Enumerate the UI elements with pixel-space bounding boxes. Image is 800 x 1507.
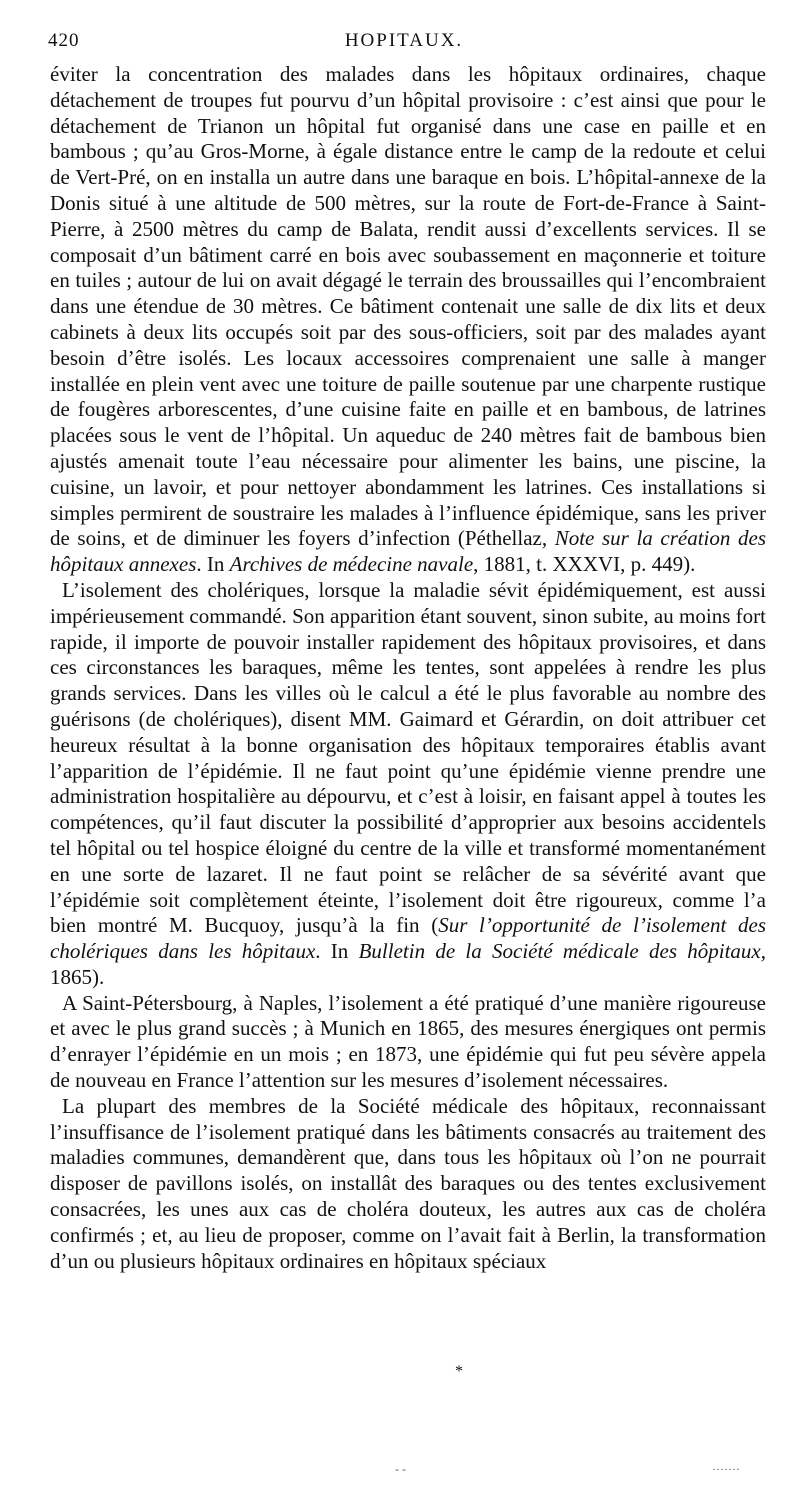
paragraph-2 bbox=[50, 578, 766, 991]
page-header bbox=[48, 30, 760, 60]
paragraph-2-citation-title: Sur l’opportunité de l’isolement des cholériques dans les hôpitaux bbox=[50, 913, 766, 964]
paragraph-2-text-b: . In bbox=[315, 939, 359, 964]
running-title: HOPITAUX. bbox=[344, 30, 464, 51]
bottom-mark-right: ······· bbox=[712, 1462, 740, 1476]
paragraph-1-text-b: . In bbox=[196, 552, 230, 577]
paragraph-1-citation-title: Note sur la création des hôpitaux annexes bbox=[50, 526, 766, 577]
bottom-mark-left: - - bbox=[395, 1462, 406, 1476]
paragraph-4-text: La plupart des membres de la Société médicale des hôpitaux, reconnaissant l’insuffisance de l’isolement pratiqué dans les bâtiments consacrés au traitement des maladies communes, demandèrent que, dans tous les hôpitaux où l’on ne pourrait disposer de pavillons isolés, on installât des baraques ou des tentes exclusivement consacrées, les unes aux cas de choléra douteux, les autres aux cas de choléra confirmés ; et, au lieu de proposer, comme on l’avait fait à Berlin, la transformation d’un ou plusieurs hôpitaux ordinaires en hôpitaux spéciaux bbox=[50, 1093, 766, 1273]
body-text bbox=[50, 62, 766, 1274]
paragraph-2-text-c: , 1865). bbox=[50, 939, 767, 989]
paragraph-3 bbox=[50, 991, 766, 1094]
paragraph-1 bbox=[50, 62, 766, 578]
paragraph-4 bbox=[50, 1094, 766, 1275]
paragraph-1-text-a: éviter la concentration des malades dans les hôpitaux ordinaires, chaque détachement de troupes fut pourvu d’un hôpital provisoire : c’est ainsi que pour le détachement de Trianon un hôpital fut organisé dans une case en paille et en bambous ; qu’au Gros-Morne, à égale distance entre le camp de la redoute et celui de Vert-Pré, on en installa un autre dans une baraque en bois. L’hôpital-annexe de la Donis situé à une altitude de 500 mètres, sur la route de Fort-de-France à Saint-Pierre, à 2500 mètres du camp de Balata, rendit aussi d’excellents services. Il se composait d’un bâtiment carré en bois avec soubassement en maçonnerie et toiture en tuiles ; autour de lui on avait dégagé le terrain des broussailles qui l’encombraient dans une étendue de 30 mètres. Ce bâtiment contenait une salle de dix lits et deux cabinets à deux lits occupés soit par des sous-officiers, soit par des malades ayant besoin d’être isolés. Les locaux accessoires comprenaient une salle à manger installée en plein vent avec une toiture de paille soutenue par une charpente rustique de fougères arborescentes, d’une cuisine faite en paille et en bambous, de latrines placées sous le vent de l’hôpital. Un aqueduc de 240 mètres fait de bambous bien ajustés amenait toute l’eau nécessaire pour alimenter les bains, une piscine, la cuisine, un lavoir, et pour nettoyer abondamment les latrines. Ces installations si simples permirent de soustraire les malades à l’influence épidémique, sans les priver de soins, et de diminuer les foyers d’infection (Péthellaz, bbox=[50, 62, 766, 551]
paragraph-1-journal-title: Archives de médecine navale bbox=[229, 552, 474, 577]
page-number: 420 bbox=[48, 30, 80, 51]
folio-mark: * bbox=[455, 1363, 463, 1380]
paragraph-2-journal-title: Bulletin de la Société médicale des hôpitaux bbox=[358, 939, 761, 964]
paragraph-2-text-a: L’isolement des cholériques, lorsque la maladie sévit épidémiquement, est aussi impérieusement commandé. Son apparition étant souvent, sinon subite, au moins fort rapide, il importe de pouvoir installer rapidement des hôpitaux provisoires, et dans ces circonstances les baraques, même les tentes, sont appelées à rendre les plus grands services. Dans les villes où le calcul a été le plus favorable au nombre des guérisons (de cholériques), disent MM. Gaimard et Gérardin, on doit attribuer cet heureux résultat à la bonne organisation des hôpitaux temporaires établis avant l’apparition de l’épidémie. Il ne faut point qu’une épidémie vienne prendre une administration hospitalière au dépourvu, et c’est à loisir, en faisant appel à toutes les compétences, qu’il faut discuter la possibilité d’approprier aux besoins accidentels tel hôpital ou tel hospice éloigné du centre de la ville et transformé momentanément en une sorte de lazaret. Il ne faut point se relâcher de sa sévérité avant que l’épidémie soit complètement éteinte, l’isolement doit être rigoureux, comme l’a bien montré M. Bucquoy, jusqu’à la fin ( bbox=[50, 577, 766, 938]
paragraph-3-text: A Saint-Pétersbourg, à Naples, l’isolement a été pratiqué d’une manière rigoureuse et avec le plus grand succès ; à Munich en 1865, des mesures énergiques ont permis d’enrayer l’épidémie en un mois ; en 1873, une épidémie qui fut peu sévère appela de nouveau en France l’attention sur les mesures d’isolement nécessaires. bbox=[50, 990, 766, 1093]
paragraph-1-text-c: , 1881, t. XXXVI, p. 449). bbox=[473, 552, 696, 577]
